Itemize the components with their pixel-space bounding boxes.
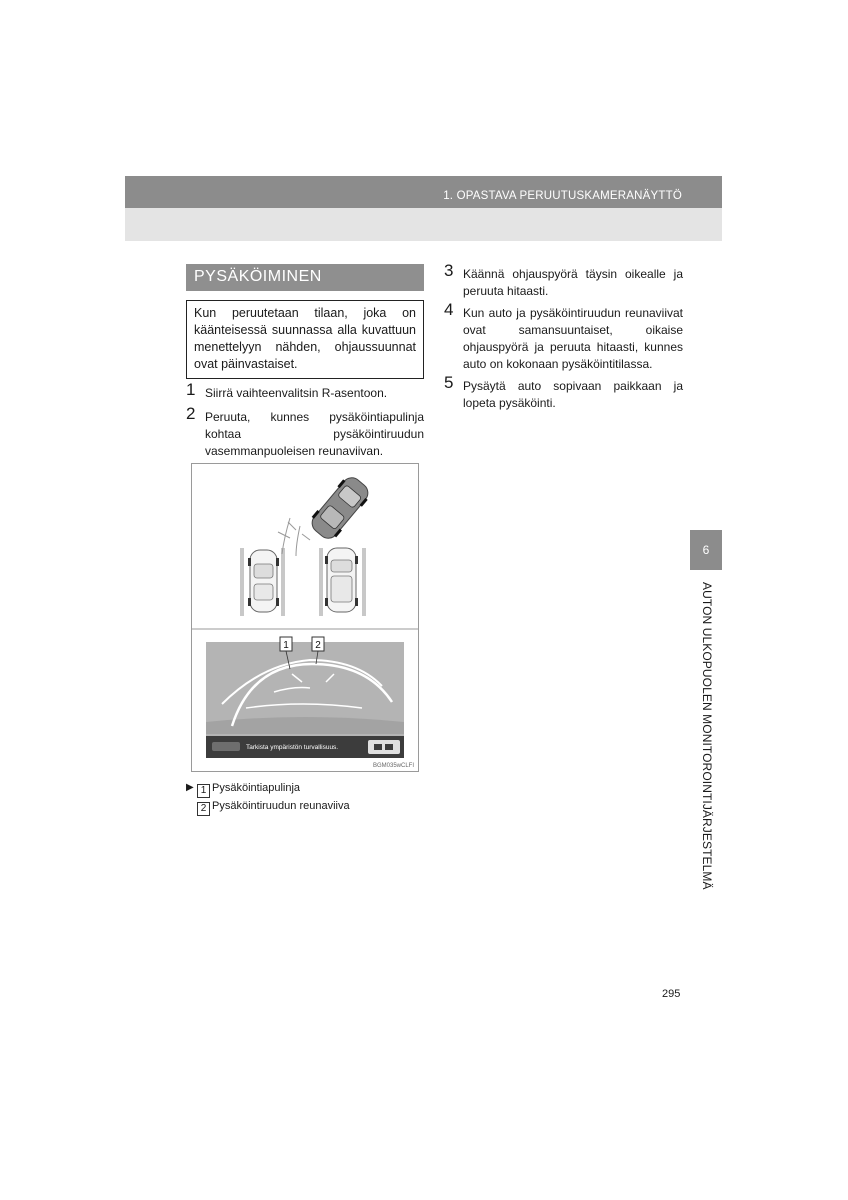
step-text: Peruuta, kunnes pysäköintiapulinja kohtaa pysäköintiruudun vasemmanpuoleisen reunaviivan. [205,410,424,458]
step-number: 5 [444,373,454,392]
step-text: Pysäytä auto sopivaan paikkaan ja lopeta pysäköinti. [463,379,683,410]
screen-message: Tarkista ympäristön turvallisuus. [246,744,339,751]
parking-diagram [192,464,418,771]
chapter-tab: 6 [690,530,722,570]
step-text: Kun auto ja pysäköintiruudun reunaviivat ovat samansuuntaiset, oikaise ohjauspyörä ja peruuta hitaasti, kunnes auto on kokonaan pysäköintitilassa. [463,306,683,371]
chapter-title: 1. OPASTAVA PERUUTUSKAMERANÄYTTÖ [443,190,682,202]
step-number: 4 [444,300,454,319]
chapter-side-title: AUTON ULKOPUOLEN MONITOROINTIJÄRJESTELMÄ [700,582,714,890]
legend-number: 2 [197,802,210,816]
image-code: BGM035wCLFI [372,763,414,769]
header-band [125,176,722,208]
parking-illustration [191,463,419,772]
step-4 [444,300,684,373]
step-number: 2 [186,404,196,423]
step-number: 3 [444,261,454,280]
trajectory-lines [278,518,310,556]
step-2 [186,404,424,461]
header-subband [125,208,722,241]
legend-number: 1 [197,784,210,798]
callout-label-2: 2 [315,640,321,651]
legend-text: Pysäköintiruudun reunaviiva [212,800,350,812]
mode-switch-icon [368,740,400,754]
step-3 [444,261,684,300]
parked-car-left [248,550,279,612]
legend-item-1 [186,780,301,798]
section-heading [186,264,424,291]
parked-car-right [325,548,358,612]
arrow-icon: ▶ [186,782,194,793]
step-text: Käännä ohjauspyörä täysin oikealle ja peruuta hitaasti. [463,267,683,298]
legend-text: Pysäköintiapulinja [212,782,301,794]
callout-label-1: 1 [283,640,289,651]
legend-item-2 [197,798,350,816]
step-5 [444,373,684,412]
page-number: 295 [662,988,681,1000]
step-number: 1 [186,380,196,399]
reversing-car [307,472,374,543]
camera-button [212,742,240,751]
step-text: Siirrä vaihteenvalitsin R-asentoon. [205,386,388,400]
section-title-text: PYSÄKÖIMINEN [194,268,322,285]
step-1 [186,380,424,403]
camera-screen [206,642,404,758]
caution-note: Kun peruutetaan tilaan, joka on käänteisessä suunnassa alla kuvattuun menettelyyn nähden, ohjaussuunnat ovat päinvastaiset. [186,300,424,379]
